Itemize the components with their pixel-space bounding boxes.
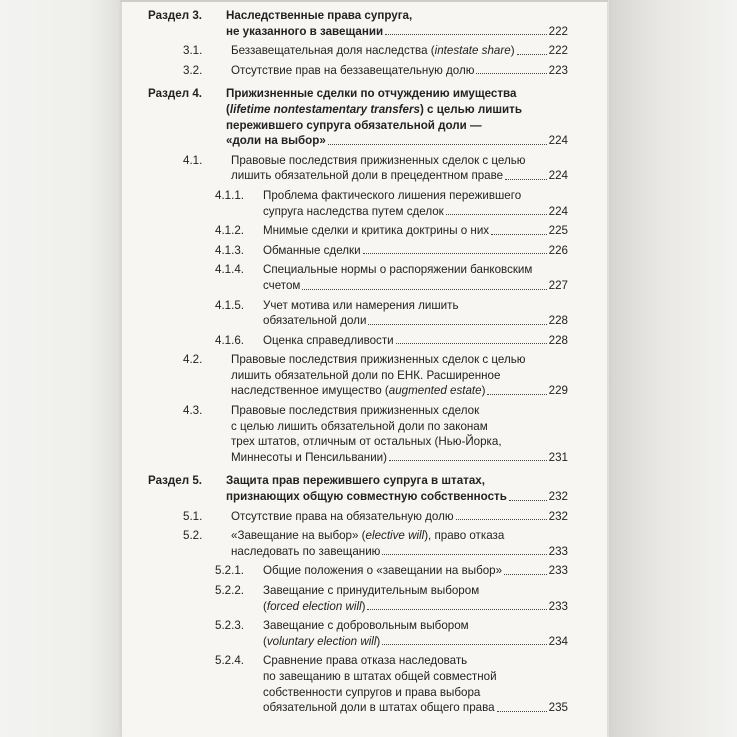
toc-entry-line [148,583,568,599]
leader-dots [328,144,547,145]
toc-entry-number: 5.2.4. [215,654,245,668]
toc-entry-title: лишить обязательной доли по ЕНК. Расширенное [231,368,501,382]
toc-entry-title: Оценка справедливости [263,333,394,347]
toc-entry-line [148,102,568,118]
toc-entry-number: Раздел 3. [148,9,202,22]
toc-entry-number: 5.2. [183,529,203,543]
toc-entry-title: супруга наследства путем сделок [263,204,444,218]
toc-entry-title: с целью лишить обязательной доли по законам [231,419,488,433]
toc-entry-line [148,653,568,669]
toc-entry-title: Общие положения о «завещании на выбор» [263,564,503,578]
toc-entry-line [148,403,568,419]
toc-entry-number: 4.2. [183,353,203,367]
toc-entry-title: Завещание с принудительным выбором [263,584,480,597]
toc-entry-number: 3.1. [183,44,203,58]
leader-dots [505,179,547,180]
toc-entry-number: 4.1.5. [215,298,245,312]
toc-entry-title: Миннесоты и Пенсильвании) [231,450,388,464]
leader-dots [382,644,546,645]
toc-entry-number: 4.1. [183,153,203,167]
toc-entry-line [148,188,568,204]
leader-dots [385,34,547,35]
toc-entry-title: лишить обязательной доли в прецедентном праве [231,169,504,183]
leader-dots [368,324,546,325]
toc-entry-line [148,419,568,435]
toc-entry-title: «Завещание на выбор» (elective will), право отказа [231,529,505,543]
leader-dots [446,214,547,215]
toc-entry-number: 5.2.1. [215,564,245,578]
toc-entry-line [148,168,568,184]
toc-entry-title: Беззавещательная доля наследства (intestate share) [231,44,515,58]
toc-page-number: 226 [548,243,568,257]
toc-entry-number: Раздел 4. [148,87,202,101]
toc-page-number: 233 [548,544,568,558]
toc-entry-line [148,278,568,294]
toc-entry-line [148,313,568,329]
toc-spacer [148,465,568,473]
toc-entry-line [148,63,568,79]
toc-page-number: 233 [548,564,568,578]
toc-entry-line [148,669,568,685]
toc-entry-line [148,243,568,259]
toc-page-number: 224 [548,204,568,218]
toc-entry-number: 5.2.2. [215,584,245,597]
toc-entry-title: по завещанию в штатах общей совместной [263,669,497,683]
toc-page-number: 232 [548,490,568,504]
toc-entry-title: трех штатов, отличным от остальных (Нью-Йорка, [231,435,502,449]
toc-page-number: 225 [548,224,568,238]
toc-page-number: 224 [548,169,568,183]
toc-entry-number: 5.1. [183,509,203,523]
toc-entry-line [148,634,568,650]
toc-entry-line [148,352,568,368]
toc-entry-line [148,599,568,615]
toc-entry-title: (forced election will) [263,599,366,613]
toc-entry-line [148,383,568,399]
toc-entry-line [148,618,568,634]
toc-spacer [148,78,568,86]
right-page-edge [609,0,737,737]
toc-entry-line [148,528,568,544]
leader-dots [476,73,546,74]
toc-entry-title: не указанного в завещании [226,24,384,38]
leader-dots [491,234,547,235]
toc-page-number: 224 [548,134,568,148]
toc-entry-title: признающих общую совместную собственность [226,490,507,504]
leader-dots [497,711,547,712]
toc-page-number: 228 [548,314,568,328]
toc-entry-line [148,133,568,149]
leader-dots [363,253,547,254]
toc-entry-title: пережившего супруга обязательной доли — [226,118,482,132]
toc-entry-line [148,700,568,716]
toc-page-number: 235 [548,701,568,715]
toc-entry-line [148,450,568,466]
toc-entry-line [148,86,568,102]
toc-entry-line [148,43,568,59]
toc-entry-line [148,563,568,579]
toc-page-number: 223 [548,63,568,77]
toc-entry-line [148,24,568,40]
toc-entry-title: Учет мотива или намерения лишить [263,298,459,312]
toc-entry-line [148,118,568,134]
toc-entry-line [148,153,568,169]
toc-entry-title: наследственное имущество (augmented estate) [231,384,486,398]
toc-entry-line [148,204,568,220]
toc-page-number: 227 [548,278,568,292]
toc-entry-number: 4.1.3. [215,243,245,257]
toc-page-number: 222 [548,24,568,38]
toc-entry-line [148,509,568,525]
toc-entry-title: (voluntary election will) [263,634,381,648]
toc-entry-title: Прижизненные сделки по отчуждению имущества [226,87,517,101]
toc-entry-number: 4.1.4. [215,263,245,277]
toc-entry-number: 4.1.2. [215,224,245,238]
toc-entry-title: Наследственные права супруга, [226,9,413,22]
toc-entry-title: Проблема фактического лишения пережившего [263,188,522,202]
toc-entry-title: Правовые последствия прижизненных сделок с целью [231,353,526,367]
toc-entry-line [148,333,568,349]
toc-entry-line [148,223,568,239]
toc-entry-title: Отсутствие права на обязательную долю [231,509,454,523]
toc-entry-number: 4.3. [183,404,203,418]
toc-entry-title: Правовые последствия прижизненных сделок [231,404,480,418]
left-page-edge [0,0,128,737]
toc-entry-line [148,262,568,278]
leader-dots [302,289,546,290]
leader-dots [367,609,546,610]
toc-entry-title: Обманные сделки [263,243,361,257]
toc-entry-line [148,489,568,505]
toc-page-number: 231 [548,450,568,464]
toc-entry-title: Сравнение права отказа наследовать [263,654,468,668]
toc-entry-line [148,434,568,450]
toc-entry-title: обязательной доли [263,314,367,328]
toc-page-number: 229 [548,384,568,398]
leader-dots [382,554,546,555]
toc-entry-title: Правовые последствия прижизненных сделок с целью [231,153,526,167]
toc-entry-title: обязательной доли в штатах общего права [263,701,495,715]
leader-dots [509,500,547,501]
toc-page-number: 232 [548,509,568,523]
toc-entry-title: Специальные нормы о распоряжении банковским [263,263,533,277]
toc-entry-line [148,8,568,24]
toc-entry-number: 3.2. [183,63,203,77]
toc-entry-line [148,544,568,560]
page-top-edge [120,0,608,2]
leader-dots [487,394,546,395]
toc-entry-line [148,368,568,384]
toc-entry-number: 4.1.6. [215,333,245,347]
toc-entry-title: Мнимые сделки и критика доктрины о них [263,224,490,238]
toc-page-number: 233 [548,599,568,613]
toc-entry-title: Отсутствие прав на беззавещательную долю [231,63,475,77]
toc-page-number: 228 [548,333,568,347]
toc-entry-number: 5.2.3. [215,619,245,633]
toc-entry-title: «доли на выбор» [226,134,326,148]
leader-dots [517,54,547,55]
toc-entry-title: собственности супругов и права выбора [263,685,481,699]
toc-entry-title: наследовать по завещанию [231,544,381,558]
toc-entry-title: Защита прав пережившего супруга в штатах, [226,474,485,488]
leader-dots [396,343,547,344]
leader-dots [456,519,547,520]
leader-dots [504,574,547,575]
toc-entry-title: Завещание с добровольным выбором [263,619,469,633]
toc-entry-line [148,298,568,314]
leader-dots [389,460,547,461]
toc-page-number: 222 [548,44,568,58]
table-of-contents [148,8,568,716]
toc-entry-title: (lifetime nontestamentary transfers) с целью лишить [226,102,522,116]
toc-entry-title: счетом [263,278,301,292]
toc-entry-line [148,685,568,701]
toc-entry-number: Раздел 5. [148,474,202,488]
toc-entry-line [148,473,568,489]
toc-page-number: 234 [548,634,568,648]
toc-entry-number: 4.1.1. [215,188,245,202]
